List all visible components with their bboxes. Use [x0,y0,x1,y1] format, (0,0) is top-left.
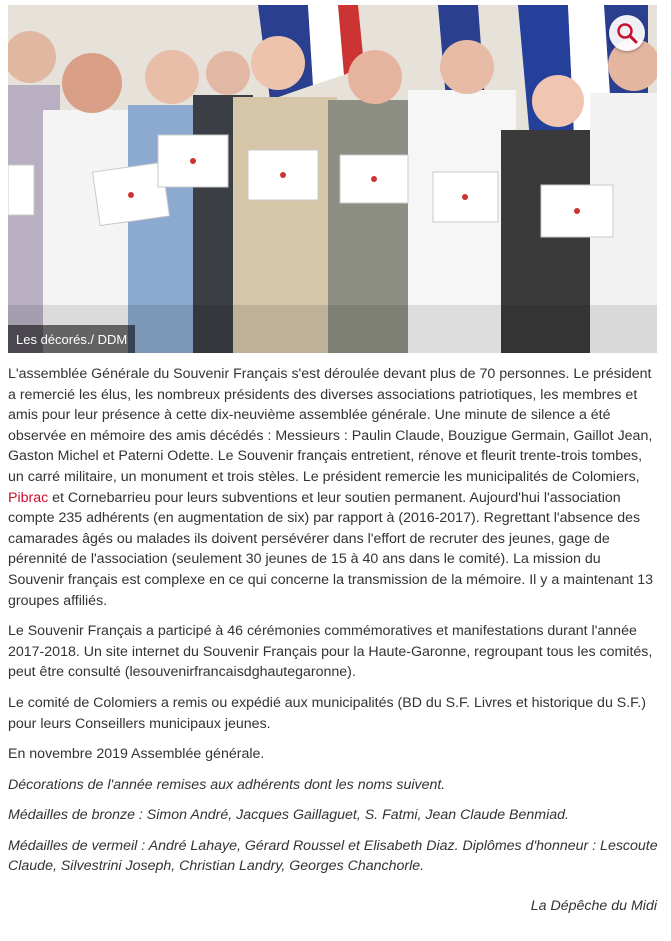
paragraph-4: En novembre 2019 Assemblée générale. [8,746,265,763]
photo-caption: Les décorés./ DDM [8,325,135,353]
article-source: La Dépêche du Midi [530,898,657,914]
paragraph-3: Le comité de Colomiers a remis ou expédié aux municipalités (BD du S.F. Livres et historique du S.F.) pour leurs Conseillers municipaux jeunes. [8,694,646,732]
paragraph-1-text-a: L'assemblée Générale du Souvenir Français s'est déroulée devant plus de 70 personnes. Le président a remercié les élus, les nombreux présidents des diverses associations patriotiques, les membres et amis pour leur présence à cette dix-neuvième assemblée générale. Une minute de silence a été observée en mémoire des amis décédés : Messieurs : Paulin Claude, Bouzigue Germain, Gaillot Jean, Gaston Michel et Paterni Odette. Le Souvenir français entretient, rénove et fleurit trente-trois tombes, un carré militaire, un monument et trois stèles. Le président remercie les municipalités de Colomiers, [8,366,653,485]
group-photo-illustration [8,5,657,353]
paragraph-1-text-b: et Cornebarrieu pour leurs subventions et leur soutien permanent. Aujourd'hui l'association compte 235 adhérents (en augmentation de six) par rapport à (2016-2017). Regrettant l'absence des camarades âgés ou malades ils doivent persévérer dans l'effort de recruter des jeunes, gage de pérennité de l'association (seulement 30 jeunes de 15 à 40 ans dans le comité). La mission du Souvenir français est complexe en ce qui concerne la transmission de la mémoire. Il y a maintenant 13 groupes affiliés. [8,489,654,609]
paragraph-7: Médailles de vermeil : André Lahaye, Gérard Roussel et Elisabeth Diaz. Diplômes d'honneur : Lescoute Claude, Silvestrini Joseph, Christian Landry, Georges Chanchorle. [8,837,658,875]
article-body [8,364,658,887]
paragraph-2: Le Souvenir Français a participé à 46 cérémonies commémoratives et manifestations durant l'année 2017-2018. Un site internet du Souvenir Français pour la Haute-Garonne, regroupant tous les comités, peut être consulté (lesouvenirfrancaisdghautegaronne). [8,623,653,681]
pibrac-link[interactable]: Pibrac [8,489,49,506]
paragraph-1 [8,364,658,611]
zoom-button[interactable] [609,15,645,51]
paragraph-5: Décorations de l'année remises aux adhérents dont les noms suivent. [8,776,446,793]
magnifier-icon [615,21,639,45]
paragraph-6: Médailles de bronze : Simon André, Jacques Gaillaguet, S. Fatmi, Jean Claude Benmiad. [8,807,569,824]
article-photo[interactable] [8,5,657,353]
